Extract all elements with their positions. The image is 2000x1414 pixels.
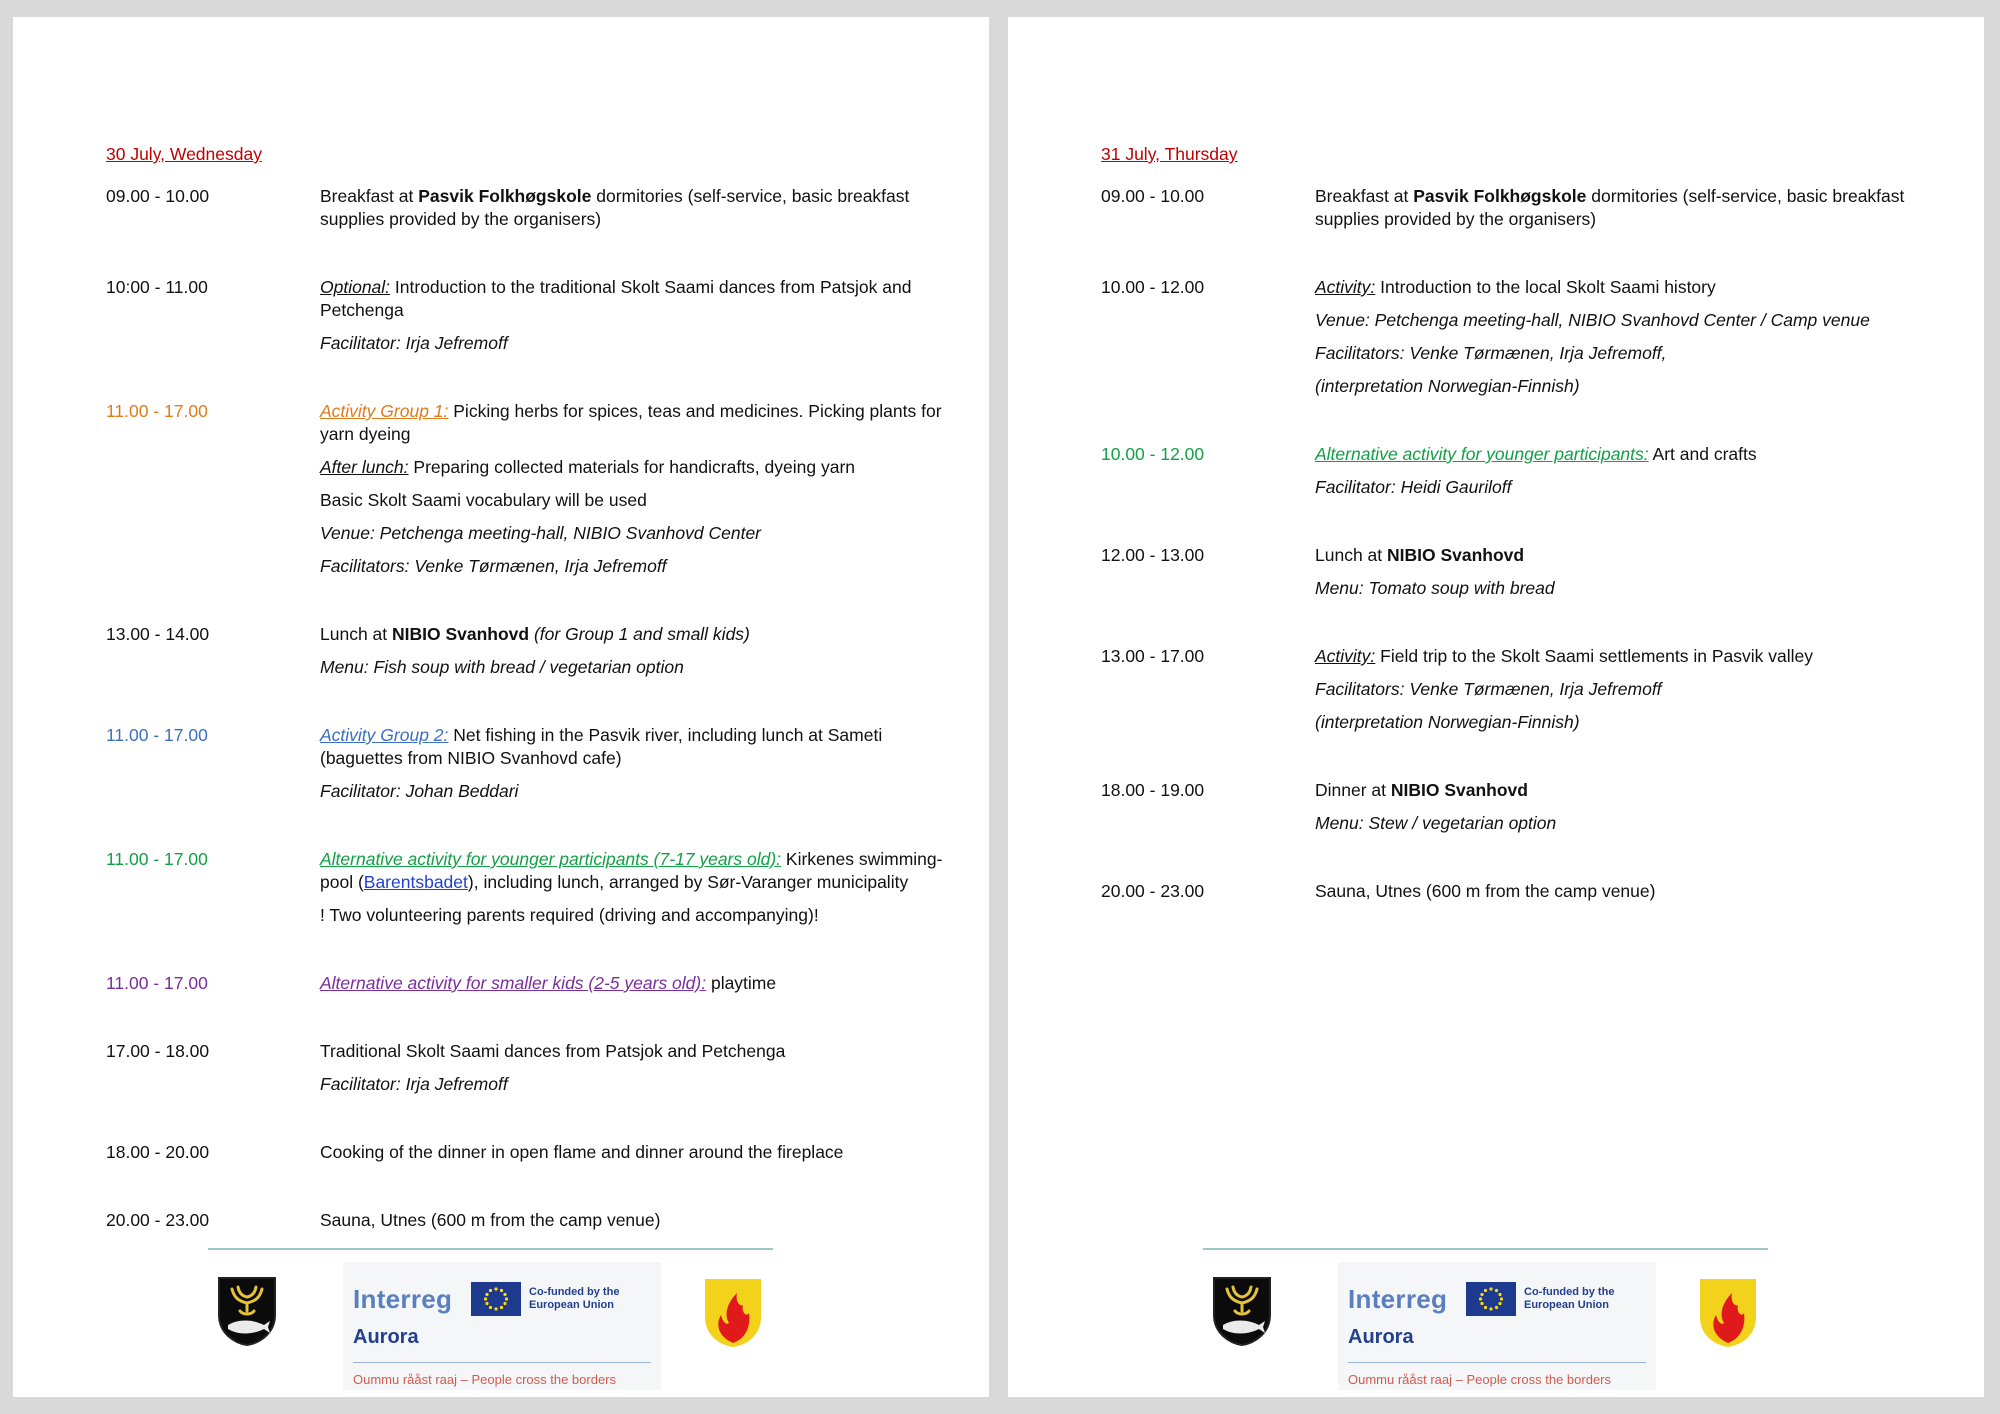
entry-line [1315,375,1944,398]
text-segment: ! Two volunteering parents required (driving and accompanying)! [320,905,819,925]
interreg-wordmark: Interreg [1348,1284,1448,1314]
entry-description [1315,185,1944,231]
entry-line [320,972,949,995]
flame-shield-icon [703,1277,763,1349]
text-segment: Menu: Stew / vegetarian option [1315,813,1557,833]
schedule-entry [106,724,949,803]
entry-line [320,185,949,231]
text-segment: Lunch at [1315,545,1387,565]
eu-flag-icon [1466,1282,1516,1316]
entry-time: 12.00 - 13.00 [1101,545,1205,565]
entry-time: 11.00 - 17.00 [106,973,208,993]
text-segment: Venue: Petchenga meeting-hall, NIBIO Svanhovd Center / Camp venue [1315,310,1870,330]
entry-line [320,1040,949,1063]
reindeer-fish-shield-icon [216,1275,278,1347]
entry-line [320,1141,949,1164]
entry-description [320,724,949,803]
barentsbadet-link[interactable]: Barentsbadet [363,872,468,892]
entry-line [320,780,949,803]
entry-description [1315,443,1944,499]
entry-line [1315,309,1944,332]
entry-line [1315,476,1944,499]
entry-line [320,332,949,355]
text-segment: Activity: [1315,277,1376,297]
schedule-entry [1101,544,1944,600]
entry-line [1315,812,1944,835]
text-segment: Preparing collected materials for handicrafts, dyeing yarn [408,457,856,477]
entry-time: 10.00 - 12.00 [1101,444,1205,464]
entry-time: 17.00 - 18.00 [106,1041,210,1061]
entry-description [320,623,949,679]
entry-time: 09.00 - 10.00 [106,186,210,206]
aurora-wordmark: Aurora [1348,1326,1414,1348]
entry-line [1315,342,1944,365]
text-segment: Facilitators: Venke Tørmænen, Irja Jefremoff [1315,679,1662,699]
schedule-list [1101,185,1944,903]
tagline: Oummu rååst raaj – People cross the borders [353,1372,617,1387]
entry-description [320,185,949,231]
schedule-entry [106,185,949,231]
schedule-entry [106,1141,949,1164]
entry-description [320,848,949,927]
entry-description [1315,544,1944,600]
entry-line [1315,678,1944,701]
entry-line [320,555,949,578]
entry-line [320,848,949,894]
entry-line [1315,544,1944,567]
entry-description [320,276,949,355]
schedule-entry [106,276,949,355]
text-segment: Menu: Tomato soup with bread [1315,578,1555,598]
footer-divider [208,1248,773,1250]
cofunded-label: Co-funded by the European Union [1524,1286,1615,1311]
schedule-entry [106,848,949,927]
schedule-entry [1101,276,1944,398]
text-segment: Sauna, Utnes (600 m from the camp venue) [320,1210,661,1230]
interreg-aurora-logo [343,1262,661,1390]
logo-divider [353,1362,651,1363]
entry-line [1315,645,1944,668]
text-segment: Menu: Fish soup with bread / vegetarian option [320,657,684,677]
schedule-page-thursday [1008,17,1984,1397]
entry-line [320,623,949,646]
interreg-aurora-logo [1338,1262,1656,1390]
text-segment: NIBIO Svanhovd [1387,545,1525,565]
entry-line [1315,779,1944,802]
entry-line [320,656,949,679]
text-segment: Dinner at [1315,780,1391,800]
text-segment: playtime [706,973,777,993]
entry-time: 11.00 - 17.00 [106,849,208,869]
entry-line [1315,577,1944,600]
text-segment: Pasvik Folkhøgskole [1413,186,1587,206]
day-title: 30 July, Wednesday [106,144,262,164]
text-segment: Alternative activity for younger participants: [1315,444,1649,464]
text-segment: Basic Skolt Saami vocabulary will be used [320,490,647,510]
text-segment: Activity Group 1: [320,401,449,421]
cofunded-label: Co-funded by the European Union [529,1286,620,1311]
entry-line [1315,185,1944,231]
entry-line [1315,443,1944,466]
text-segment: Facilitators: Venke Tørmænen, Irja Jefremoff [320,556,667,576]
entry-line [1315,276,1944,299]
schedule-list [106,185,949,1232]
text-segment: Venue: Petchenga meeting-hall, NIBIO Svanhovd Center [320,523,762,543]
entry-description [1315,276,1944,398]
entry-line [320,1209,949,1232]
entry-time: 11.00 - 17.00 [106,725,208,745]
text-segment: Activity: [1315,646,1376,666]
text-segment: Breakfast at [1315,186,1414,206]
text-segment: Activity Group 2: [320,725,449,745]
text-segment: Field trip to the Skolt Saami settlements in Pasvik valley [1375,646,1813,666]
text-segment: dormitories (self-service, basic breakfast supplies provided by the organisers) [1315,186,1905,229]
text-segment: Sauna, Utnes (600 m from the camp venue) [1315,881,1656,901]
tagline: Oummu rååst raaj – People cross the borders [1348,1372,1612,1387]
eu-flag-icon [471,1282,521,1316]
text-segment: Alternative activity for younger participants (7-17 years old): [320,849,782,869]
schedule-entry [1101,185,1944,231]
entry-line [1315,880,1944,903]
entry-time: 13.00 - 17.00 [1101,646,1205,666]
text-segment: Facilitator: Irja Jefremoff [320,1074,508,1094]
entry-description [320,972,949,995]
text-segment: Breakfast at [320,186,419,206]
schedule-entry [106,400,949,578]
schedule-entry [106,1209,949,1232]
entry-time: 18.00 - 19.00 [1101,780,1205,800]
entry-description [320,1040,949,1096]
text-segment: Alternative activity for smaller kids (2-5 years old): [320,973,707,993]
text-segment: Introduction to the local Skolt Saami history [1375,277,1716,297]
schedule-entry [1101,443,1944,499]
entry-description [1315,880,1944,903]
reindeer-fish-shield-icon [1211,1275,1273,1347]
text-segment: dormitories (self-service, basic breakfast supplies provided by the organisers) [320,186,910,229]
text-segment: (interpretation Norwegian-Finnish) [1315,376,1580,396]
footer-divider [1203,1248,1768,1250]
entry-line [320,724,949,770]
entry-line [320,456,949,479]
entry-time: 10.00 - 12.00 [1101,277,1205,297]
entry-time: 11.00 - 17.00 [106,401,208,421]
entry-time: 18.00 - 20.00 [106,1142,210,1162]
text-segment: Kirkenes swimming-pool ( [320,849,943,892]
interreg-wordmark: Interreg [353,1284,453,1314]
entry-description [320,1141,949,1164]
text-segment: Picking herbs for spices, teas and medicines. Picking plants for yarn dyeing [320,401,942,444]
text-segment: (for Group 1 and small kids) [529,624,750,644]
text-segment: Art and crafts [1648,444,1757,464]
entry-time: 13.00 - 14.00 [106,624,210,644]
text-segment: After lunch: [320,457,409,477]
entry-description [320,400,949,578]
schedule-entry [1101,779,1944,835]
schedule-entry [106,623,949,679]
text-segment: Optional: [320,277,391,297]
flame-shield-icon [1698,1277,1758,1349]
logo-divider [1348,1362,1646,1363]
aurora-wordmark: Aurora [353,1326,419,1348]
entry-line [320,400,949,446]
text-segment: (interpretation Norwegian-Finnish) [1315,712,1580,732]
schedule-page-wednesday [13,17,989,1397]
schedule-entry [1101,645,1944,734]
entry-time: 10:00 - 11.00 [106,277,208,297]
text-segment: Facilitator: Irja Jefremoff [320,333,508,353]
text-segment: Facilitator: Heidi Gauriloff [1315,477,1512,497]
text-segment: Lunch at [320,624,392,644]
entry-line [320,904,949,927]
text-segment: Facilitators: Venke Tørmænen, Irja Jefremoff, [1315,343,1667,363]
text-segment: Traditional Skolt Saami dances from Patsjok and Petchenga [320,1041,786,1061]
schedule-entry [106,1040,949,1096]
text-segment: NIBIO Svanhovd [392,624,530,644]
entry-line [320,522,949,545]
text-segment: ), including lunch, arranged by Sør-Varanger municipality [467,872,909,892]
schedule-entry [1101,880,1944,903]
entry-description [320,1209,949,1232]
entry-time: 20.00 - 23.00 [1101,881,1205,901]
entry-time: 09.00 - 10.00 [1101,186,1205,206]
schedule-entry [106,972,949,995]
entry-line [1315,711,1944,734]
entry-line [320,489,949,512]
entry-time: 20.00 - 23.00 [106,1210,210,1230]
entry-line [320,276,949,322]
text-segment: Pasvik Folkhøgskole [418,186,592,206]
entry-description [1315,779,1944,835]
text-segment: Net fishing in the Pasvik river, including lunch at Sameti (baguettes from NIBIO Svanhovd cafe) [320,725,883,768]
text-segment: Introduction to the traditional Skolt Saami dances from Patsjok and Petchenga [320,277,912,320]
text-segment: Facilitator: Johan Beddari [320,781,519,801]
text-segment: NIBIO Svanhovd [1390,780,1528,800]
day-title: 31 July, Thursday [1101,144,1238,164]
entry-description [1315,645,1944,734]
text-segment: Cooking of the dinner in open flame and dinner around the fireplace [320,1142,844,1162]
entry-line [320,1073,949,1096]
